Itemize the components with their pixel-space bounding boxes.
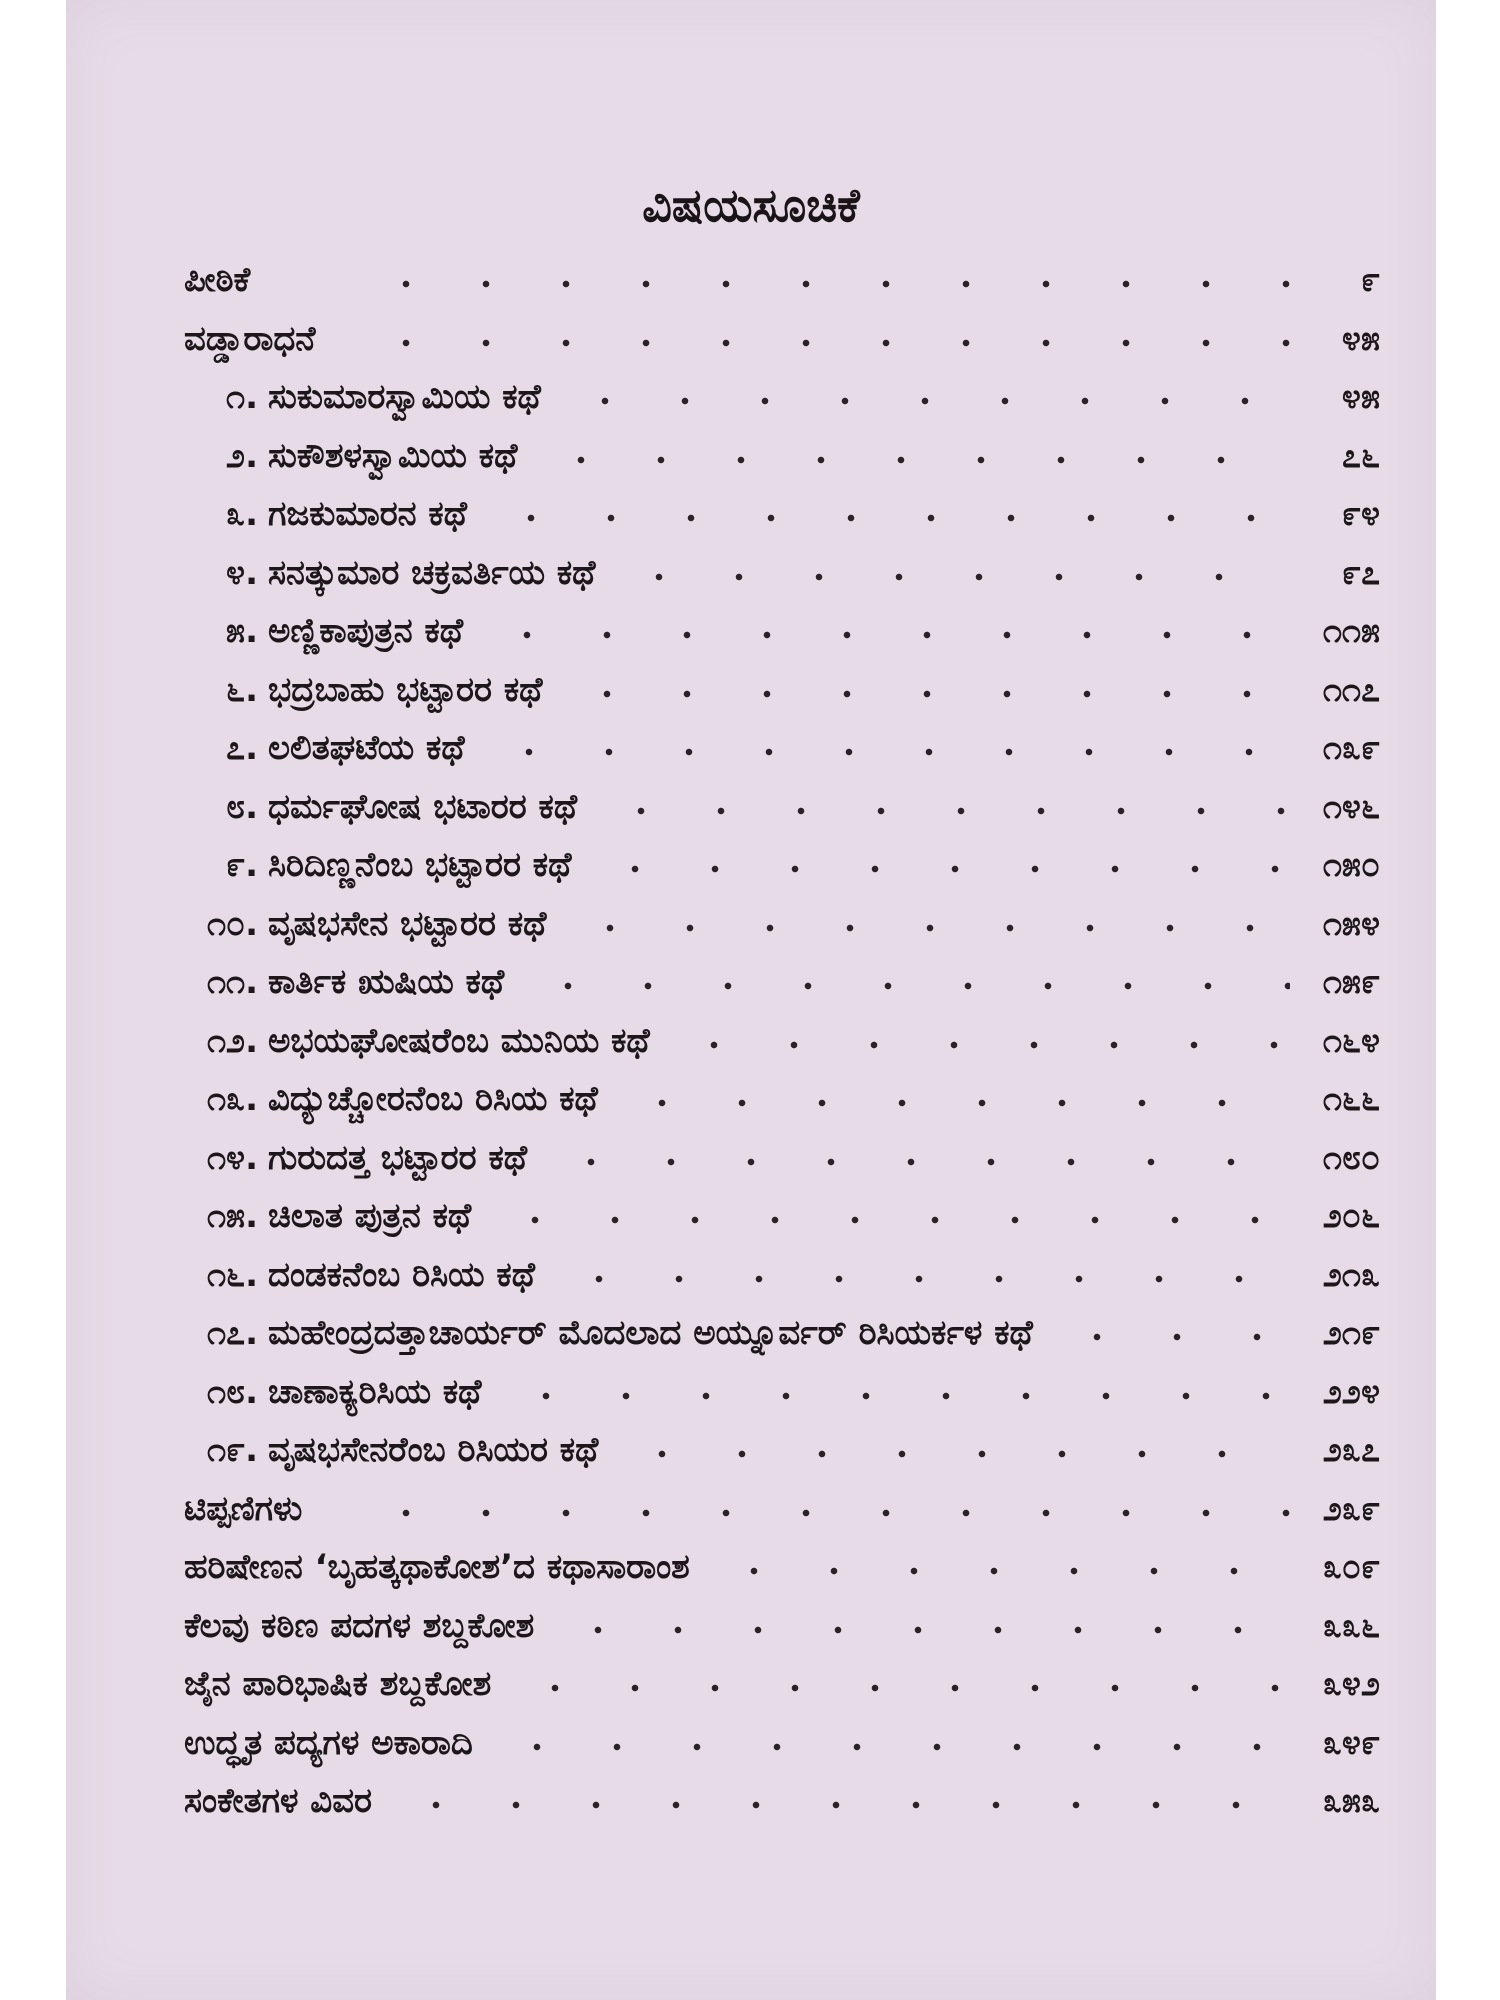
toc-entry bbox=[66, 728, 1436, 780]
toc-entry-number: ೧೮. bbox=[207, 1371, 258, 1412]
toc-entry bbox=[66, 962, 1436, 1014]
toc-entry-page: ೧೬೬ bbox=[1322, 1079, 1380, 1119]
toc-entry bbox=[66, 494, 1436, 546]
toc-entry-title: ಸಿರಿದಿಣ್ಣನೆಂಬ ಭಟ್ಟಾರರ ಕಥೆ bbox=[268, 845, 572, 885]
toc-entry-page: ೨೩೭ bbox=[1322, 1430, 1380, 1470]
dot-leader bbox=[541, 450, 1290, 470]
toc-entry-number: ೧೦. bbox=[207, 903, 258, 944]
toc-entry bbox=[66, 1664, 1436, 1716]
toc-entry-title: ಮಹೇಂದ್ರದತ್ತಾಚಾರ್ಯರ್ ಮೊದಲಾದ ಅಯ್ನೂರ್ವರ್ ರಿಸಿಯರ್ಕಳ ಕಥೆ bbox=[268, 1313, 1033, 1353]
toc-entry bbox=[66, 670, 1436, 722]
dot-leader bbox=[489, 742, 1290, 762]
toc-entry-title: ಅಣ್ಣಿಕಾಪುತ್ರನ ಕಥೆ bbox=[268, 611, 464, 651]
dot-leader bbox=[619, 567, 1290, 587]
toc-entry-number: ೨. bbox=[226, 435, 258, 476]
dot-leader bbox=[622, 1444, 1290, 1464]
toc-entry-page: ೨೧೩ bbox=[1322, 1254, 1380, 1295]
dot-leader bbox=[595, 859, 1290, 879]
toc-entry-page: ೧೬೪ bbox=[1322, 1020, 1380, 1061]
toc-entry-number: ೧೫. bbox=[207, 1196, 258, 1236]
dot-leader bbox=[366, 1503, 1290, 1523]
toc-entry bbox=[66, 1606, 1436, 1658]
toc-entry-page: ೪೫ bbox=[1341, 377, 1380, 417]
dot-leader bbox=[1057, 1327, 1290, 1347]
toc-entry-title: ದಂಡಕನೆಂಬ ರಿಸಿಯ ಕಥೆ bbox=[268, 1254, 536, 1295]
toc-entry-page: ೯೪ bbox=[1341, 494, 1380, 534]
dot-leader bbox=[674, 1035, 1290, 1055]
toc-entry-number: ೬. bbox=[226, 669, 258, 710]
toc-entry-title: ಸಂಕೇತಗಳ ವಿವರ bbox=[184, 1781, 373, 1821]
toc-entry-title: ಸುಕುಮಾರಸ್ವಾಮಿಯ ಕಥೆ bbox=[268, 377, 541, 417]
dot-leader bbox=[551, 1152, 1290, 1172]
dot-leader bbox=[491, 508, 1290, 528]
toc-entry-number: ೧೧. bbox=[207, 962, 258, 1002]
toc-entry bbox=[66, 787, 1436, 839]
toc-entry bbox=[66, 611, 1436, 663]
toc-entry bbox=[66, 260, 1436, 312]
dot-leader bbox=[495, 1210, 1290, 1230]
toc-entry-page: ೨೧೯ bbox=[1322, 1313, 1380, 1353]
dot-leader bbox=[567, 684, 1290, 704]
toc-entry-page: ೨೨೪ bbox=[1322, 1371, 1380, 1412]
toc-entry-page: ೧೫೪ bbox=[1322, 903, 1380, 944]
dot-leader bbox=[559, 1269, 1290, 1289]
toc-entry-page: ೩೪೯ bbox=[1322, 1722, 1380, 1763]
toc-entry-title: ಜೈನ ಪಾರಿಭಾಷಿಕ ಶಬ್ದಕೋಶ bbox=[184, 1664, 492, 1704]
toc-entry-number: ೫. bbox=[226, 611, 258, 651]
toc-entry bbox=[66, 1313, 1436, 1365]
toc-entry-title: ವಿದ್ಯುಚ್ಚೋರನೆಂಬ ರಿಸಿಯ ಕಥೆ bbox=[268, 1079, 598, 1119]
toc-entry bbox=[66, 377, 1436, 429]
toc-entry-number: ೧. bbox=[226, 377, 258, 417]
toc-entry-page: ೩೪೨ bbox=[1322, 1664, 1380, 1704]
toc-entry-title: ವಡ್ಡಾರಾಧನೆ bbox=[184, 318, 316, 359]
toc-entry-title: ಲಲಿತಘಟೆಯ ಕಥೆ bbox=[268, 728, 465, 768]
toc-entry-title: ಪೀಠಿಕೆ bbox=[184, 260, 251, 300]
toc-entry-number: ೧೬. bbox=[207, 1254, 258, 1295]
page-title: ವಿಷಯಸೂಚಿಕೆ bbox=[642, 178, 860, 232]
toc-entry bbox=[66, 1079, 1436, 1131]
dot-leader bbox=[528, 976, 1290, 996]
toc-entry-number: ೧೯. bbox=[207, 1430, 258, 1470]
toc-entry-title: ಭದ್ರಬಾಹು ಭಟ್ಟಾರರ ಕಥೆ bbox=[268, 669, 543, 710]
toc-entry-title: ಕಾರ್ತಿಕ ಋಷಿಯ ಕಥೆ bbox=[268, 962, 505, 1002]
toc-entry bbox=[66, 1489, 1436, 1541]
toc-entry bbox=[66, 1196, 1436, 1248]
toc-entry-title: ಕೆಲವು ಕಠಿಣ ಪದಗಳ ಶಬ್ದಕೋಶ bbox=[184, 1605, 535, 1646]
toc-entry-number: ೭. bbox=[226, 728, 258, 768]
toc-entry-page: ೭೬ bbox=[1341, 435, 1380, 476]
toc-entry-title: ಚಿಲಾತ ಪುತ್ರನ ಕಥೆ bbox=[268, 1196, 472, 1236]
toc-entry-title: ಸುಕೌಶಳಸ್ವಾಮಿಯ ಕಥೆ bbox=[268, 435, 518, 476]
toc-entry-title: ಸನತ್ಕುಮಾರ ಚಕ್ರವರ್ತಿಯ ಕಥೆ bbox=[268, 552, 596, 593]
toc-entry-title: ಉದ್ಧೃತ ಪದ್ಯಗಳ ಅಕಾರಾದಿ bbox=[184, 1722, 473, 1763]
toc-entry-title: ವೃಷಭಸೇನ ಭಟ್ಟಾರರ ಕಥೆ bbox=[268, 903, 547, 944]
toc-entry bbox=[66, 1430, 1436, 1482]
dot-leader bbox=[570, 918, 1290, 938]
toc-entry-title: ಗುರುದತ್ತ ಭಟ್ಟಾರರ ಕಥೆ bbox=[268, 1137, 528, 1178]
toc-entry bbox=[66, 1138, 1436, 1190]
toc-entry-number: ೮. bbox=[226, 786, 258, 827]
toc-entry bbox=[66, 845, 1436, 897]
toc-entry-number: ೧೭. bbox=[207, 1313, 258, 1353]
toc-entry-number: ೧೩. bbox=[207, 1079, 258, 1119]
toc-entry-page: ೧೧೫ bbox=[1322, 611, 1380, 651]
toc-entry bbox=[66, 904, 1436, 956]
toc-entry bbox=[66, 1723, 1436, 1775]
toc-entry-page: ೧೮೦ bbox=[1322, 1137, 1380, 1178]
toc-entry-number: ೩. bbox=[226, 494, 258, 534]
toc-entry bbox=[66, 553, 1436, 605]
toc-entry bbox=[66, 1547, 1436, 1599]
toc-entry-page: ೯ bbox=[1360, 260, 1380, 300]
dot-leader bbox=[565, 391, 1290, 411]
dot-leader bbox=[558, 1620, 1290, 1640]
toc-entry-number: ೪. bbox=[226, 552, 258, 593]
dot-leader bbox=[714, 1561, 1290, 1581]
toc-entry-title: ಗಜಕುಮಾರನ ಕಥೆ bbox=[268, 494, 468, 534]
dot-leader bbox=[515, 1678, 1290, 1698]
toc-entry-number: ೧೨. bbox=[207, 1020, 258, 1061]
dot-leader bbox=[366, 333, 1290, 353]
toc-entry-page: ೩೫೩ bbox=[1322, 1781, 1380, 1821]
toc-entry-title: ಧರ್ಮಘೋಷ ಭಟಾರರ ಕಥೆ bbox=[268, 786, 578, 827]
toc-entry-number: ೧೪. bbox=[207, 1137, 258, 1178]
dot-leader bbox=[396, 1795, 1290, 1815]
dot-leader bbox=[366, 274, 1290, 294]
toc-entry-page: ೧೫೯ bbox=[1322, 962, 1380, 1002]
toc-entry-page: ೪೫ bbox=[1341, 318, 1380, 359]
toc-entry bbox=[66, 1372, 1436, 1424]
toc-entry-page: ೩೩೬ bbox=[1322, 1605, 1380, 1646]
toc-entry-page: ೩೦೯ bbox=[1322, 1547, 1380, 1587]
toc-entry-title: ಟಿಪ್ಪಣಿಗಳು bbox=[184, 1488, 303, 1529]
toc-entry-title: ಹರಿಷೇಣನ ‘ಬೃಹತ್ಕಥಾಕೋಶ’ದ ಕಥಾಸಾರಾಂಶ bbox=[184, 1547, 690, 1587]
toc-entry bbox=[66, 436, 1436, 488]
toc-entry bbox=[66, 1255, 1436, 1307]
page bbox=[66, 0, 1436, 2000]
dot-leader bbox=[506, 1386, 1290, 1406]
toc-entry-number: ೯. bbox=[226, 845, 258, 885]
toc-entry bbox=[66, 1781, 1436, 1833]
dot-leader bbox=[601, 801, 1290, 821]
toc-entry-title: ಅಭಯಘೋಷರೆಂಬ ಮುನಿಯ ಕಥೆ bbox=[268, 1020, 650, 1061]
toc-entry-page: ೧೫೦ bbox=[1322, 845, 1380, 885]
dot-leader bbox=[487, 625, 1290, 645]
toc-entry-page: ೧೪೬ bbox=[1322, 786, 1380, 827]
toc-entry bbox=[66, 319, 1436, 371]
toc-entry-page: ೯೭ bbox=[1341, 552, 1380, 593]
toc-entry bbox=[66, 1021, 1436, 1073]
dot-leader bbox=[622, 1093, 1290, 1113]
toc-entry-page: ೨೩೯ bbox=[1322, 1488, 1380, 1529]
toc-entry-page: ೧೧೭ bbox=[1322, 669, 1380, 710]
toc-entry-page: ೧೩೯ bbox=[1322, 728, 1380, 768]
dot-leader bbox=[497, 1737, 1290, 1757]
toc-entry-title: ಚಾಣಾಕ್ಯರಿಸಿಯ ಕಥೆ bbox=[268, 1371, 482, 1412]
toc-entry-title: ವೃಷಭಸೇನರೆಂಬ ರಿಸಿಯರ ಕಥೆ bbox=[268, 1430, 599, 1470]
toc-entry-page: ೨೦೬ bbox=[1322, 1196, 1380, 1236]
